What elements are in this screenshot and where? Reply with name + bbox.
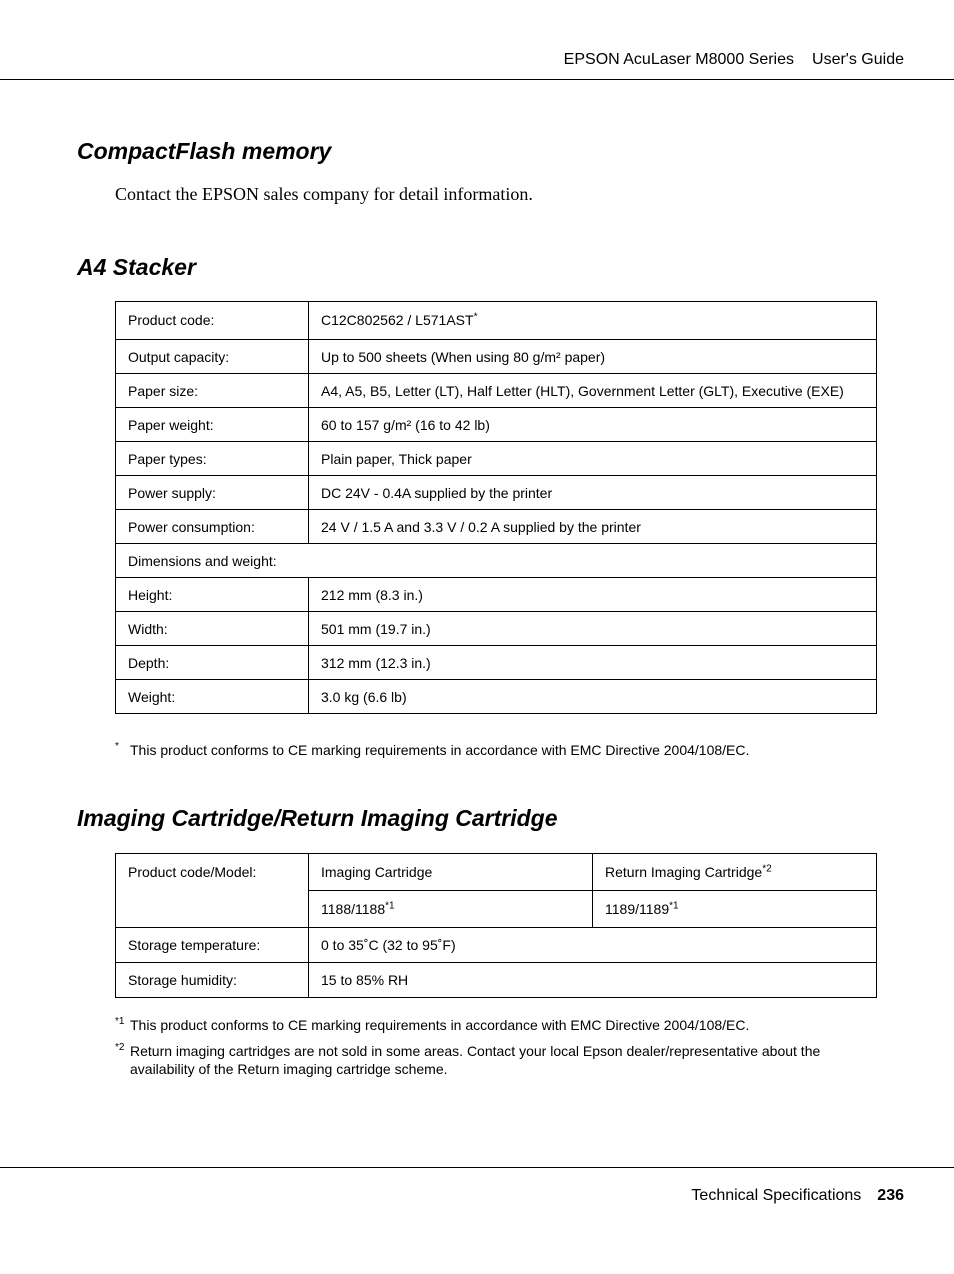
row-value: 60 to 157 g/m² (16 to 42 lb) [309,408,877,442]
row-label: Storage temperature: [116,928,309,963]
row-label: Storage humidity: [116,963,309,998]
table-row [116,510,877,544]
stacker-footnote [115,741,855,759]
stacker-spec-table [115,301,877,714]
footnote-text: This product conforms to CE marking requirements in accordance with EMC Directive 2004/108/EC. [130,1017,750,1033]
row-label: Width: [116,612,309,646]
imaging-footnote-1 [115,1016,855,1034]
table-row [116,963,877,998]
table-row [116,544,877,578]
footnote-mark: *1 [115,1016,125,1027]
row-value: 0 to 35˚C (32 to 95˚F) [309,928,877,963]
row-label: Weight: [116,680,309,714]
row-value: 24 V / 1.5 A and 3.3 V / 0.2 A supplied by the printer [309,510,877,544]
row-value: 212 mm (8.3 in.) [309,578,877,612]
row-label: Product code: [116,302,309,340]
page-footer [691,1187,904,1205]
row-label: Depth: [116,646,309,680]
table-row [116,340,877,374]
imaging-title: Imaging Cartridge/Return Imaging Cartridge [77,805,558,831]
row-label: Power consumption: [116,510,309,544]
header-text [564,51,904,69]
row-value: 15 to 85% RH [309,963,877,998]
footnote-text: This product conforms to CE marking requirements in accordance with EMC Directive 2004/108/EC. [130,742,750,758]
imaging-cartridge-header: Imaging Cartridge [309,854,593,891]
row-label: Power supply: [116,476,309,510]
row-value: 3.0 kg (6.6 lb) [309,680,877,714]
header-product: EPSON AcuLaser M8000 Series [563,51,795,68]
row-label: Height: [116,578,309,612]
table-row [116,302,877,340]
compactflash-title: CompactFlash memory [77,138,332,164]
footer-section: Technical Specifications [691,1187,862,1204]
stacker-title: A4 Stacker [77,254,196,280]
row-label: Paper size: [116,374,309,408]
table-row [116,408,877,442]
table-row [116,854,877,891]
return-cartridge-code: 1189/1189$^{*1}$ [593,891,877,928]
footnote-mark: *2 [115,1042,125,1053]
table-row [116,928,877,963]
row-label: Output capacity: [116,340,309,374]
imaging-footnote-2 [115,1042,855,1078]
imaging-spec-table [115,853,877,998]
row-value: Up to 500 sheets (When using 80 g/m² paper) [309,340,877,374]
table-row [116,680,877,714]
table-row [116,578,877,612]
header-guide: User's Guide [812,51,904,68]
compactflash-body: Contact the EPSON sales company for detail information. [115,184,533,204]
table-row [116,442,877,476]
return-cartridge-header: Return Imaging Cartridge$^{*2}$ [593,854,877,891]
row-label: Product code/Model: [116,854,309,928]
row-label: Paper weight: [116,408,309,442]
footnote-mark: * [115,741,119,752]
row-value: C12C802562 / L571AST* [309,302,877,340]
row-value: 501 mm (19.7 in.) [309,612,877,646]
footnote-text: Return imaging cartridges are not sold in some areas. Contact your local Epson dealer/representative about the availability of the Return imaging cartridge scheme. [130,1043,821,1077]
table-row [116,476,877,510]
row-value: Plain paper, Thick paper [309,442,877,476]
row-value: 312 mm (12.3 in.) [309,646,877,680]
table-row [116,646,877,680]
row-label: Dimensions and weight: [116,544,877,578]
page-number: 236 [877,1187,904,1204]
imaging-cartridge-code: 1188/1188$^{*1}$ [309,891,593,928]
row-value: A4, A5, B5, Letter (LT), Half Letter (HLT), Government Letter (GLT), Executive (EXE) [309,374,877,408]
row-value: DC 24V - 0.4A supplied by the printer [309,476,877,510]
table-row [116,612,877,646]
page-header [0,0,954,80]
table-row [116,374,877,408]
row-label: Paper types: [116,442,309,476]
page-footer-rule [0,1167,954,1168]
